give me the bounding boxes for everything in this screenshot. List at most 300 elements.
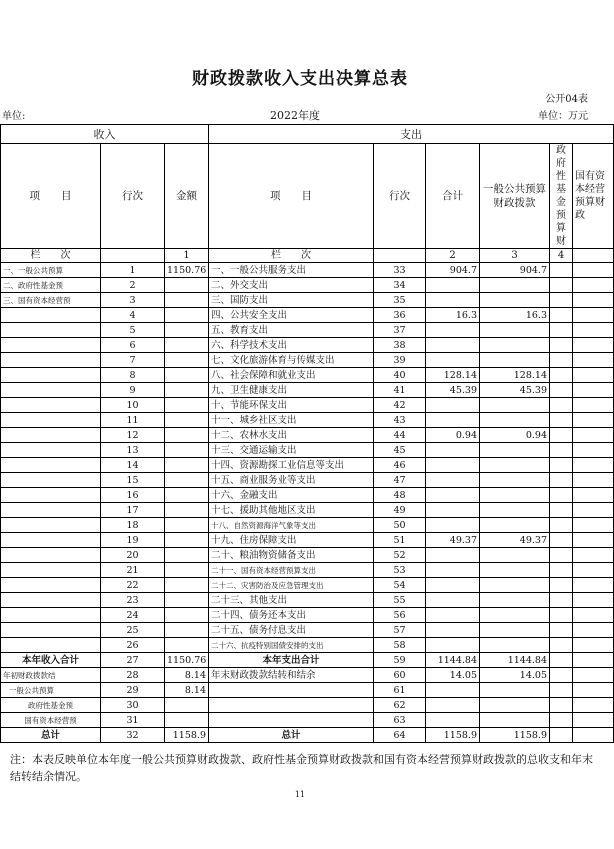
expense-row-number: 58 xyxy=(374,638,426,653)
state-capital-amount xyxy=(573,698,614,713)
table-row xyxy=(1,353,614,368)
column-index-label: 栏 次 xyxy=(1,249,101,263)
income-amount xyxy=(165,488,209,503)
income-item: 二、政府性基金预 xyxy=(1,278,101,293)
expense-total xyxy=(426,503,480,518)
expense-item: 十二、农林水支出 xyxy=(209,428,374,443)
income-item xyxy=(1,443,101,458)
income-row-number: 19 xyxy=(101,533,165,548)
general-budget-amount xyxy=(480,488,550,503)
income-item xyxy=(1,338,101,353)
expense-item: 八、社会保障和就业支出 xyxy=(209,368,374,383)
income-item: 本年收入合计 xyxy=(1,653,101,668)
gov-fund-amount xyxy=(550,533,573,548)
income-amount xyxy=(165,623,209,638)
income-item xyxy=(1,458,101,473)
income-row-number: 7 xyxy=(101,353,165,368)
income-rowno-header: 行次 xyxy=(101,144,165,249)
expense-row-number: 60 xyxy=(374,668,426,683)
general-budget-amount xyxy=(480,338,550,353)
income-row-number: 18 xyxy=(101,518,165,533)
income-item xyxy=(1,398,101,413)
state-capital-amount xyxy=(573,638,614,653)
general-budget-amount: 1158.9 xyxy=(480,728,550,743)
income-amount xyxy=(165,383,209,398)
expense-row-number: 61 xyxy=(374,683,426,698)
expense-item: 三、国防支出 xyxy=(209,293,374,308)
table-row xyxy=(1,653,614,668)
expense-row-number: 48 xyxy=(374,488,426,503)
income-amount: 1150.76 xyxy=(165,263,209,278)
gov-fund-amount xyxy=(550,473,573,488)
general-budget-amount xyxy=(480,398,550,413)
state-capital-header: 国有资本经营预算财政 xyxy=(573,144,614,249)
income-row-number: 28 xyxy=(101,668,165,683)
general-budget-amount: 45.39 xyxy=(480,383,550,398)
income-row-number: 12 xyxy=(101,428,165,443)
income-row-number: 5 xyxy=(101,323,165,338)
expense-row-number: 51 xyxy=(374,533,426,548)
expense-total xyxy=(426,623,480,638)
expense-row-number: 47 xyxy=(374,473,426,488)
expense-item: 四、公共安全支出 xyxy=(209,308,374,323)
expense-item: 一、一般公共服务支出 xyxy=(209,263,374,278)
expense-row-number: 52 xyxy=(374,548,426,563)
general-budget-amount xyxy=(480,563,550,578)
income-row-number: 30 xyxy=(101,698,165,713)
expense-item: 二十、粮油物资储备支出 xyxy=(209,548,374,563)
state-capital-amount xyxy=(573,668,614,683)
general-budget-amount: 904.7 xyxy=(480,263,550,278)
state-capital-amount xyxy=(573,593,614,608)
expense-total: 128.14 xyxy=(426,368,480,383)
expense-item xyxy=(209,698,374,713)
income-row-number: 15 xyxy=(101,473,165,488)
expense-total xyxy=(426,488,480,503)
income-amount xyxy=(165,443,209,458)
gov-fund-amount xyxy=(550,638,573,653)
gov-fund-amount xyxy=(550,488,573,503)
income-header: 收入 xyxy=(1,125,209,144)
state-capital-amount xyxy=(573,683,614,698)
gov-fund-amount xyxy=(550,383,573,398)
gov-fund-amount xyxy=(550,608,573,623)
table-row xyxy=(1,668,614,683)
expense-total: 49.37 xyxy=(426,533,480,548)
income-item xyxy=(1,593,101,608)
income-amount xyxy=(165,698,209,713)
general-budget-amount xyxy=(480,683,550,698)
state-capital-amount xyxy=(573,713,614,728)
general-budget-amount xyxy=(480,608,550,623)
expense-total xyxy=(426,398,480,413)
income-item: 一般公共预算 xyxy=(1,683,101,698)
expense-row-number: 38 xyxy=(374,338,426,353)
gov-fund-amount xyxy=(550,593,573,608)
expense-row-number: 42 xyxy=(374,398,426,413)
expense-total: 16.3 xyxy=(426,308,480,323)
income-item: 国有资本经营预 xyxy=(1,713,101,728)
income-amount: 8.14 xyxy=(165,668,209,683)
expense-total: 1158.9 xyxy=(426,728,480,743)
general-budget-amount xyxy=(480,503,550,518)
state-capital-amount xyxy=(573,263,614,278)
gov-fund-amount xyxy=(550,713,573,728)
table-row xyxy=(1,593,614,608)
gov-fund-amount xyxy=(550,338,573,353)
gov-fund-amount xyxy=(550,563,573,578)
income-amount xyxy=(165,293,209,308)
income-item-header: 项 目 xyxy=(1,144,101,249)
income-amount xyxy=(165,578,209,593)
table-row xyxy=(1,638,614,653)
expense-item: 十、节能环保支出 xyxy=(209,398,374,413)
state-capital-amount xyxy=(573,278,614,293)
income-item xyxy=(1,413,101,428)
table-row xyxy=(1,398,614,413)
expense-item: 二十四、债务还本支出 xyxy=(209,608,374,623)
income-item xyxy=(1,518,101,533)
expense-item: 十三、交通运输支出 xyxy=(209,443,374,458)
income-amount xyxy=(165,518,209,533)
expense-total: 45.39 xyxy=(426,383,480,398)
income-row-number: 22 xyxy=(101,578,165,593)
income-item xyxy=(1,353,101,368)
expense-item: 二十一、国有资本经营预算支出 xyxy=(209,563,374,578)
table-row xyxy=(1,488,614,503)
gov-fund-amount xyxy=(550,518,573,533)
gov-fund-amount xyxy=(550,323,573,338)
expense-row-number: 33 xyxy=(374,263,426,278)
general-budget-amount: 14.05 xyxy=(480,668,550,683)
income-item xyxy=(1,308,101,323)
table-row xyxy=(1,428,614,443)
income-amount xyxy=(165,323,209,338)
expense-total xyxy=(426,323,480,338)
income-row-number: 6 xyxy=(101,338,165,353)
state-capital-amount xyxy=(573,413,614,428)
general-budget-amount: 128.14 xyxy=(480,368,550,383)
income-row-number: 23 xyxy=(101,593,165,608)
gov-fund-amount xyxy=(550,353,573,368)
expense-item: 本年支出合计 xyxy=(209,653,374,668)
footnote: 注：本表反映单位本年度一般公共预算财政拨款、政府性基金预算财政拨款和国有资本经营预算财政拨款的总收支和年末结转结余情况。 xyxy=(10,753,593,783)
state-capital-amount xyxy=(573,398,614,413)
income-row-number: 9 xyxy=(101,383,165,398)
income-row-number: 21 xyxy=(101,563,165,578)
expense-item: 十四、资源勘探工业信息等支出 xyxy=(209,458,374,473)
income-row-number: 29 xyxy=(101,683,165,698)
expense-row-number: 43 xyxy=(374,413,426,428)
gov-fund-amount xyxy=(550,368,573,383)
expense-row-number: 49 xyxy=(374,503,426,518)
expense-row-number: 64 xyxy=(374,728,426,743)
table-row xyxy=(1,623,614,638)
expense-row-number: 50 xyxy=(374,518,426,533)
column-index-3: 3 xyxy=(480,249,550,263)
expense-total xyxy=(426,593,480,608)
income-amount xyxy=(165,548,209,563)
total-header: 合计 xyxy=(426,144,480,249)
expense-row-number: 57 xyxy=(374,623,426,638)
income-amount xyxy=(165,473,209,488)
income-amount xyxy=(165,308,209,323)
expense-row-number: 46 xyxy=(374,458,426,473)
money-unit: 单位：万元 xyxy=(538,111,588,122)
expense-total xyxy=(426,278,480,293)
form-number: 公开04表 xyxy=(545,94,588,105)
general-budget-amount xyxy=(480,623,550,638)
budget-table xyxy=(0,124,614,743)
table-row xyxy=(1,503,614,518)
income-amount xyxy=(165,608,209,623)
general-budget-amount xyxy=(480,458,550,473)
table-row xyxy=(1,293,614,308)
expense-item: 二十三、其他支出 xyxy=(209,593,374,608)
general-budget-amount xyxy=(480,548,550,563)
state-capital-amount xyxy=(573,458,614,473)
income-row-number: 27 xyxy=(101,653,165,668)
column-index-5 xyxy=(573,249,614,263)
general-budget-amount xyxy=(480,443,550,458)
income-row-number: 11 xyxy=(101,413,165,428)
gov-fund-amount xyxy=(550,623,573,638)
general-budget-amount: 1144.84 xyxy=(480,653,550,668)
expense-row-number: 40 xyxy=(374,368,426,383)
expense-row-number: 45 xyxy=(374,443,426,458)
table-row xyxy=(1,473,614,488)
income-row-number: 2 xyxy=(101,278,165,293)
expense-rowno-header: 行次 xyxy=(374,144,426,249)
expense-item xyxy=(209,713,374,728)
expense-total xyxy=(426,353,480,368)
state-capital-amount xyxy=(573,623,614,638)
state-capital-amount xyxy=(573,488,614,503)
gov-fund-amount xyxy=(550,548,573,563)
general-budget-amount xyxy=(480,698,550,713)
expense-row-number: 56 xyxy=(374,608,426,623)
gov-fund-amount xyxy=(550,653,573,668)
expense-total xyxy=(426,548,480,563)
table-row xyxy=(1,518,614,533)
income-row-number: 31 xyxy=(101,713,165,728)
income-amount xyxy=(165,353,209,368)
income-amount xyxy=(165,638,209,653)
expense-header: 支出 xyxy=(209,125,614,144)
gov-fund-header: 政府性基金预算财 xyxy=(550,144,573,249)
table-row xyxy=(1,713,614,728)
table-row xyxy=(1,368,614,383)
income-item xyxy=(1,503,101,518)
column-index-2: 2 xyxy=(426,249,480,263)
gov-fund-amount xyxy=(550,443,573,458)
income-item xyxy=(1,563,101,578)
income-item xyxy=(1,428,101,443)
expense-item: 十六、金融支出 xyxy=(209,488,374,503)
gov-fund-amount xyxy=(550,308,573,323)
expense-item: 二十五、债务付息支出 xyxy=(209,623,374,638)
expense-total xyxy=(426,293,480,308)
expense-item: 六、科学技术支出 xyxy=(209,338,374,353)
page-number: 11 xyxy=(294,790,306,799)
table-row xyxy=(1,578,614,593)
general-budget-amount xyxy=(480,593,550,608)
expense-total xyxy=(426,518,480,533)
income-amount xyxy=(165,458,209,473)
expense-row-number: 35 xyxy=(374,293,426,308)
income-row-number: 10 xyxy=(101,398,165,413)
general-budget-amount xyxy=(480,323,550,338)
expense-total: 14.05 xyxy=(426,668,480,683)
state-capital-amount xyxy=(573,563,614,578)
income-row-number: 20 xyxy=(101,548,165,563)
general-budget-amount xyxy=(480,278,550,293)
expense-row-number: 63 xyxy=(374,713,426,728)
state-capital-amount xyxy=(573,323,614,338)
expense-item: 十八、自然资源海洋气象等支出 xyxy=(209,518,374,533)
income-item xyxy=(1,548,101,563)
income-item: 年初财政拨款结 xyxy=(1,668,101,683)
expense-item xyxy=(209,683,374,698)
expense-row-number: 62 xyxy=(374,698,426,713)
income-amount xyxy=(165,368,209,383)
page-title: 财政拨款收入支出决算总表 xyxy=(192,69,408,89)
general-budget-amount xyxy=(480,293,550,308)
general-budget-amount xyxy=(480,638,550,653)
expense-total xyxy=(426,473,480,488)
income-amount xyxy=(165,338,209,353)
income-row-number: 3 xyxy=(101,293,165,308)
gov-fund-amount xyxy=(550,398,573,413)
gov-fund-amount xyxy=(550,683,573,698)
gov-fund-amount xyxy=(550,578,573,593)
state-capital-amount xyxy=(573,548,614,563)
expense-item: 十九、住房保障支出 xyxy=(209,533,374,548)
income-amount xyxy=(165,428,209,443)
gov-fund-amount xyxy=(550,293,573,308)
expense-total xyxy=(426,608,480,623)
gov-fund-amount xyxy=(550,698,573,713)
income-row-number: 8 xyxy=(101,368,165,383)
table-row xyxy=(1,548,614,563)
income-item xyxy=(1,368,101,383)
general-budget-amount xyxy=(480,518,550,533)
expense-item: 九、卫生健康支出 xyxy=(209,383,374,398)
general-budget-amount xyxy=(480,413,550,428)
income-amount xyxy=(165,713,209,728)
expense-total xyxy=(426,698,480,713)
expense-item: 二、外交支出 xyxy=(209,278,374,293)
expense-total xyxy=(426,563,480,578)
table-row xyxy=(1,263,614,278)
income-item xyxy=(1,608,101,623)
column-index-label-2: 栏 次 xyxy=(209,249,374,263)
gov-fund-amount xyxy=(550,413,573,428)
table-row xyxy=(1,728,614,743)
income-item: 总计 xyxy=(1,728,101,743)
income-row-number: 13 xyxy=(101,443,165,458)
expense-total: 904.7 xyxy=(426,263,480,278)
general-budget-amount xyxy=(480,473,550,488)
table-row xyxy=(1,563,614,578)
gov-fund-amount xyxy=(550,278,573,293)
table-row xyxy=(1,383,614,398)
expense-total xyxy=(426,713,480,728)
expense-item: 十一、城乡社区支出 xyxy=(209,413,374,428)
general-budget-amount xyxy=(480,578,550,593)
income-row-number: 26 xyxy=(101,638,165,653)
table-body xyxy=(1,263,614,743)
general-budget-amount: 16.3 xyxy=(480,308,550,323)
income-item xyxy=(1,623,101,638)
expense-total xyxy=(426,638,480,653)
table-row xyxy=(1,278,614,293)
state-capital-amount xyxy=(573,533,614,548)
income-amount xyxy=(165,398,209,413)
table-row xyxy=(1,413,614,428)
income-row-number: 14 xyxy=(101,458,165,473)
expense-item: 十七、援助其他地区支出 xyxy=(209,503,374,518)
gov-fund-amount xyxy=(550,263,573,278)
general-budget-amount: 0.94 xyxy=(480,428,550,443)
income-amount xyxy=(165,278,209,293)
expense-total: 0.94 xyxy=(426,428,480,443)
expense-row-number: 41 xyxy=(374,383,426,398)
state-capital-amount xyxy=(573,338,614,353)
table-row xyxy=(1,308,614,323)
state-capital-amount xyxy=(573,383,614,398)
expense-total xyxy=(426,443,480,458)
income-item: 三、国有资本经营预 xyxy=(1,293,101,308)
expense-row-number: 54 xyxy=(374,578,426,593)
table-row xyxy=(1,533,614,548)
expense-item: 十五、商业服务业等支出 xyxy=(209,473,374,488)
table-row xyxy=(1,443,614,458)
income-item xyxy=(1,578,101,593)
state-capital-amount xyxy=(573,578,614,593)
state-capital-amount xyxy=(573,368,614,383)
table-row xyxy=(1,683,614,698)
expense-total xyxy=(426,683,480,698)
gov-fund-amount xyxy=(550,728,573,743)
expense-item: 五、教育支出 xyxy=(209,323,374,338)
gov-fund-amount xyxy=(550,503,573,518)
state-capital-amount xyxy=(573,728,614,743)
expense-row-number: 44 xyxy=(374,428,426,443)
column-index-1: 1 xyxy=(165,249,209,263)
expense-item: 二十六、抗疫特别国债安排的支出 xyxy=(209,638,374,653)
expense-item: 总计 xyxy=(209,728,374,743)
income-amount xyxy=(165,503,209,518)
table-row xyxy=(1,698,614,713)
general-budget-amount: 49.37 xyxy=(480,533,550,548)
state-capital-amount xyxy=(573,443,614,458)
expense-total xyxy=(426,578,480,593)
report-year: 2022年度 xyxy=(270,109,320,122)
income-item xyxy=(1,473,101,488)
expense-item: 二十二、灾害防治及应急管理支出 xyxy=(209,578,374,593)
expense-row-number: 59 xyxy=(374,653,426,668)
column-index-4: 4 xyxy=(550,249,573,263)
state-capital-amount xyxy=(573,608,614,623)
income-row-number: 25 xyxy=(101,623,165,638)
expense-row-number: 55 xyxy=(374,593,426,608)
expense-row-number: 34 xyxy=(374,278,426,293)
general-budget-header: 一般公共预算财政拨款 xyxy=(480,144,550,249)
expense-row-number: 36 xyxy=(374,308,426,323)
state-capital-amount xyxy=(573,503,614,518)
general-budget-amount xyxy=(480,353,550,368)
